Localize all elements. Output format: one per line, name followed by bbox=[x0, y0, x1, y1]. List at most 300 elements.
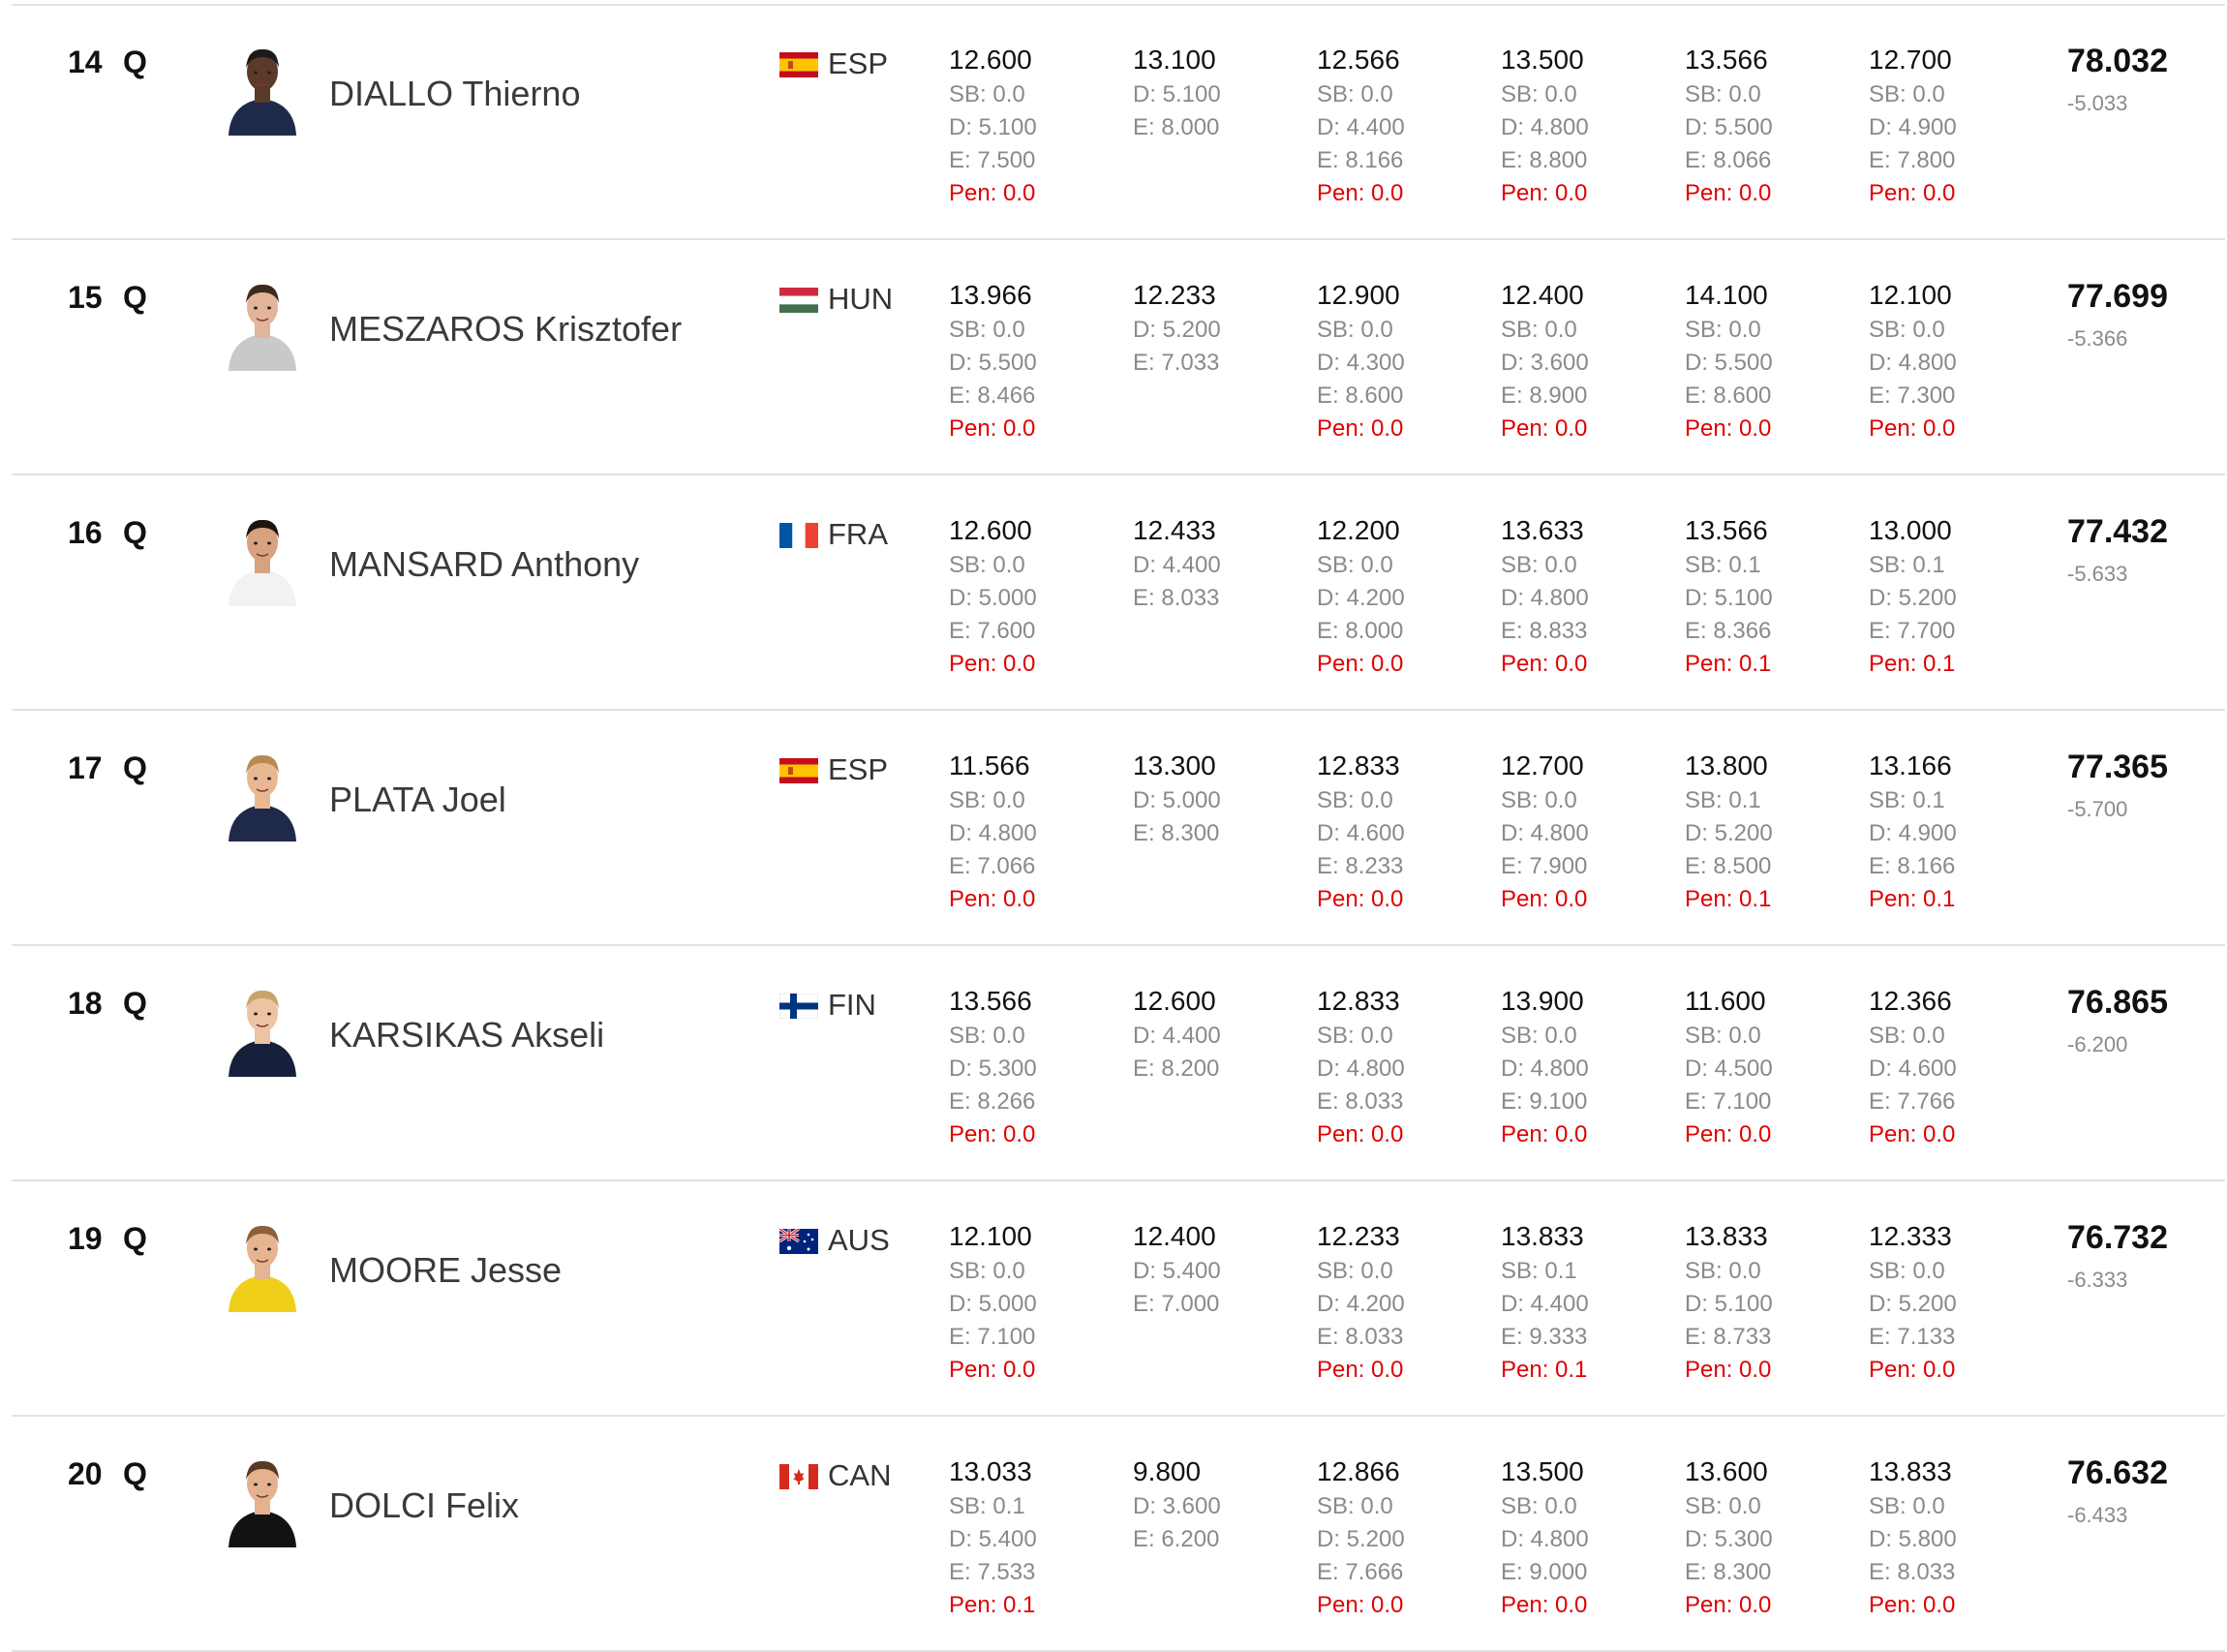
score-gap: -6.433 bbox=[2067, 1503, 2128, 1527]
apparatus-score-cell bbox=[1317, 1221, 1481, 1387]
penalty-value: Pen: 0.0 bbox=[949, 1121, 1036, 1147]
penalty-value: Pen: 0.1 bbox=[1501, 1357, 1588, 1383]
penalty-value: Pen: 0.1 bbox=[1685, 886, 1772, 912]
athlete-row[interactable] bbox=[12, 1182, 2225, 1417]
score-detail: E: 8.000 bbox=[1317, 618, 1404, 644]
penalty-value: Pen: 0.0 bbox=[949, 886, 1036, 912]
score-detail: E: 8.300 bbox=[1133, 820, 1220, 846]
penalty-value: Pen: 0.0 bbox=[1869, 1357, 1956, 1383]
country-code: ESP bbox=[828, 752, 889, 786]
apparatus-score: 13.600 bbox=[1685, 1456, 1768, 1486]
score-detail: SB: 0.0 bbox=[1685, 81, 1761, 107]
score-gap: -5.700 bbox=[2067, 797, 2128, 821]
score-detail: D: 5.200 bbox=[1317, 1526, 1405, 1552]
apparatus-score-cell bbox=[1685, 280, 1849, 445]
athlete-name[interactable]: MANSARD Anthony bbox=[329, 544, 640, 584]
score-detail: SB: 0.0 bbox=[1317, 317, 1393, 343]
score-detail: E: 7.066 bbox=[949, 853, 1036, 879]
penalty-value: Pen: 0.0 bbox=[1501, 180, 1588, 206]
score-detail: D: 4.800 bbox=[1501, 114, 1589, 140]
score-detail: D: 4.800 bbox=[1501, 1526, 1589, 1552]
score-detail: D: 4.400 bbox=[1501, 1291, 1589, 1317]
score-detail: E: 9.000 bbox=[1501, 1559, 1588, 1585]
score-detail: D: 3.600 bbox=[1133, 1493, 1221, 1519]
qualification-badge: Q bbox=[123, 1456, 147, 1491]
apparatus-score: 14.100 bbox=[1685, 280, 1768, 310]
total-score: 77.365 bbox=[2067, 749, 2168, 785]
penalty-value: Pen: 0.0 bbox=[1317, 415, 1404, 442]
score-detail: SB: 0.0 bbox=[1685, 1023, 1761, 1049]
score-gap: -5.633 bbox=[2067, 562, 2128, 586]
penalty-value: Pen: 0.0 bbox=[1869, 180, 1956, 206]
apparatus-score-cell bbox=[1133, 45, 1297, 144]
score-detail: SB: 0.0 bbox=[949, 787, 1025, 813]
score-detail: SB: 0.0 bbox=[1317, 1258, 1393, 1284]
score-detail: D: 5.000 bbox=[949, 585, 1037, 611]
penalty-value: Pen: 0.0 bbox=[1685, 415, 1772, 442]
score-detail: SB: 0.0 bbox=[1685, 1258, 1761, 1284]
apparatus-score: 13.966 bbox=[949, 280, 1032, 310]
score-detail: D: 5.500 bbox=[949, 350, 1037, 376]
country-flag-icon bbox=[779, 52, 818, 77]
total-score: 76.732 bbox=[2067, 1219, 2168, 1256]
athlete-row[interactable] bbox=[12, 6, 2225, 240]
score-gap: -6.200 bbox=[2067, 1032, 2128, 1056]
athlete-row[interactable] bbox=[12, 712, 2225, 946]
rank-number: 20 bbox=[68, 1456, 103, 1491]
score-detail: E: 7.100 bbox=[1685, 1088, 1772, 1115]
apparatus-score: 12.833 bbox=[1317, 750, 1400, 780]
apparatus-score-cell bbox=[1317, 750, 1481, 916]
apparatus-score-cell bbox=[1501, 1221, 1665, 1387]
athlete-avatar[interactable] bbox=[225, 984, 300, 1077]
rank-number: 19 bbox=[68, 1221, 103, 1256]
country-flag-icon bbox=[779, 1464, 818, 1489]
score-detail: SB: 0.0 bbox=[1317, 1493, 1393, 1519]
penalty-value: Pen: 0.0 bbox=[1501, 651, 1588, 677]
score-detail: E: 9.100 bbox=[1501, 1088, 1588, 1115]
athlete-avatar[interactable] bbox=[225, 1219, 300, 1312]
apparatus-score: 13.566 bbox=[949, 986, 1032, 1016]
apparatus-score: 13.833 bbox=[1501, 1221, 1584, 1251]
score-detail: E: 7.700 bbox=[1869, 618, 1956, 644]
rank-number: 18 bbox=[68, 986, 103, 1021]
score-detail: D: 4.600 bbox=[1317, 820, 1405, 846]
score-detail: SB: 0.0 bbox=[1501, 1493, 1577, 1519]
apparatus-score: 12.233 bbox=[1317, 1221, 1400, 1251]
score-detail: D: 5.500 bbox=[1685, 350, 1773, 376]
penalty-value: Pen: 0.0 bbox=[1685, 1592, 1772, 1618]
rank-number: 17 bbox=[68, 750, 103, 785]
penalty-value: Pen: 0.0 bbox=[1317, 651, 1404, 677]
apparatus-score: 12.700 bbox=[1501, 750, 1584, 780]
athlete-avatar[interactable] bbox=[225, 513, 300, 606]
score-detail: SB: 0.1 bbox=[1685, 552, 1761, 578]
penalty-value: Pen: 0.0 bbox=[1869, 1592, 1956, 1618]
score-detail: E: 7.766 bbox=[1869, 1088, 1956, 1115]
score-detail: D: 4.300 bbox=[1317, 350, 1405, 376]
score-detail: SB: 0.1 bbox=[949, 1493, 1025, 1519]
penalty-value: Pen: 0.0 bbox=[1685, 1357, 1772, 1383]
score-detail: SB: 0.0 bbox=[1685, 317, 1761, 343]
score-detail: D: 4.800 bbox=[1501, 585, 1589, 611]
score-detail: D: 5.100 bbox=[1685, 1291, 1773, 1317]
score-detail: E: 8.266 bbox=[949, 1088, 1036, 1115]
apparatus-score-cell bbox=[1133, 1456, 1297, 1556]
country-code: ESP bbox=[828, 46, 889, 80]
apparatus-score: 12.433 bbox=[1133, 515, 1216, 545]
apparatus-score: 13.833 bbox=[1685, 1221, 1768, 1251]
score-detail: D: 4.600 bbox=[1869, 1055, 1957, 1082]
athlete-name[interactable]: MOORE Jesse bbox=[329, 1250, 563, 1290]
apparatus-score: 12.600 bbox=[949, 45, 1032, 75]
apparatus-score-cell bbox=[1685, 986, 1849, 1151]
score-detail: SB: 0.0 bbox=[1317, 1023, 1393, 1049]
score-detail: E: 7.033 bbox=[1133, 350, 1220, 376]
apparatus-score-cell bbox=[949, 1456, 1114, 1622]
score-detail: E: 8.733 bbox=[1685, 1324, 1772, 1350]
apparatus-score: 12.400 bbox=[1133, 1221, 1216, 1251]
score-detail: SB: 0.0 bbox=[1685, 1493, 1761, 1519]
athlete-row[interactable] bbox=[12, 476, 2225, 711]
score-detail: SB: 0.0 bbox=[1869, 317, 1945, 343]
score-detail: E: 7.533 bbox=[949, 1559, 1036, 1585]
score-detail: E: 7.500 bbox=[949, 147, 1036, 173]
score-detail: E: 8.833 bbox=[1501, 618, 1588, 644]
apparatus-score: 13.900 bbox=[1501, 986, 1584, 1016]
rank-number: 14 bbox=[68, 45, 103, 79]
athlete-name[interactable]: DIALLO Thierno bbox=[329, 74, 581, 113]
score-detail: D: 4.400 bbox=[1133, 552, 1221, 578]
apparatus-score: 13.300 bbox=[1133, 750, 1216, 780]
score-detail: SB: 0.0 bbox=[1869, 1023, 1945, 1049]
score-detail: D: 4.200 bbox=[1317, 1291, 1405, 1317]
country-code: FRA bbox=[828, 517, 888, 551]
apparatus-score-cell bbox=[1501, 1456, 1665, 1622]
apparatus-score: 13.633 bbox=[1501, 515, 1584, 545]
score-detail: D: 5.000 bbox=[1133, 787, 1221, 813]
apparatus-score-cell bbox=[949, 750, 1114, 916]
total-score: 77.699 bbox=[2067, 278, 2168, 315]
score-detail: D: 5.200 bbox=[1869, 1291, 1957, 1317]
apparatus-score-cell bbox=[1133, 986, 1297, 1086]
score-detail: SB: 0.0 bbox=[949, 81, 1025, 107]
score-detail: SB: 0.0 bbox=[1317, 552, 1393, 578]
apparatus-score: 13.100 bbox=[1133, 45, 1216, 75]
apparatus-score: 13.000 bbox=[1869, 515, 1952, 545]
apparatus-score: 12.400 bbox=[1501, 280, 1584, 310]
score-detail: SB: 0.0 bbox=[1869, 81, 1945, 107]
apparatus-score-cell bbox=[1869, 280, 2033, 445]
apparatus-score: 11.600 bbox=[1685, 986, 1766, 1016]
apparatus-score-cell bbox=[1869, 986, 2033, 1151]
score-detail: D: 4.400 bbox=[1317, 114, 1405, 140]
score-detail: D: 4.500 bbox=[1685, 1055, 1773, 1082]
apparatus-score-cell bbox=[1133, 515, 1297, 615]
country-flag-icon bbox=[779, 523, 818, 548]
score-gap: -6.333 bbox=[2067, 1268, 2128, 1292]
apparatus-score: 13.500 bbox=[1501, 45, 1584, 75]
score-detail: D: 5.100 bbox=[1133, 81, 1221, 107]
penalty-value: Pen: 0.0 bbox=[1501, 415, 1588, 442]
country-flag-icon bbox=[779, 288, 818, 313]
qualification-badge: Q bbox=[123, 280, 147, 315]
penalty-value: Pen: 0.1 bbox=[1685, 651, 1772, 677]
rank-number: 15 bbox=[68, 280, 103, 315]
country-code: HUN bbox=[828, 282, 894, 316]
apparatus-score-cell bbox=[1317, 1456, 1481, 1622]
score-detail: E: 8.600 bbox=[1685, 382, 1772, 409]
score-detail: D: 5.200 bbox=[1869, 585, 1957, 611]
penalty-value: Pen: 0.0 bbox=[1501, 1592, 1588, 1618]
penalty-value: Pen: 0.0 bbox=[1317, 1592, 1404, 1618]
qualification-badge: Q bbox=[123, 515, 147, 550]
apparatus-score-cell bbox=[1501, 45, 1665, 210]
apparatus-score-cell bbox=[1685, 1456, 1849, 1622]
apparatus-score-cell bbox=[1869, 750, 2033, 916]
score-detail: E: 8.000 bbox=[1133, 114, 1220, 140]
apparatus-score-cell bbox=[1317, 515, 1481, 681]
score-detail: E: 8.466 bbox=[949, 382, 1036, 409]
score-detail: E: 8.033 bbox=[1869, 1559, 1956, 1585]
apparatus-score-cell bbox=[949, 1221, 1114, 1387]
score-detail: SB: 0.1 bbox=[1501, 1258, 1577, 1284]
apparatus-score: 12.100 bbox=[949, 1221, 1032, 1251]
apparatus-score-cell bbox=[1133, 750, 1297, 850]
apparatus-score: 12.233 bbox=[1133, 280, 1216, 310]
country-code: FIN bbox=[828, 988, 876, 1022]
apparatus-score: 12.366 bbox=[1869, 986, 1952, 1016]
score-detail: SB: 0.0 bbox=[1869, 1258, 1945, 1284]
score-detail: D: 5.000 bbox=[949, 1291, 1037, 1317]
apparatus-score-cell bbox=[1685, 750, 1849, 916]
apparatus-score-cell bbox=[949, 45, 1114, 210]
score-detail: D: 5.100 bbox=[949, 114, 1037, 140]
score-detail: D: 5.300 bbox=[1685, 1526, 1773, 1552]
apparatus-score-cell bbox=[1317, 280, 1481, 445]
score-detail: D: 5.400 bbox=[1133, 1258, 1221, 1284]
qualification-badge: Q bbox=[123, 1221, 147, 1256]
apparatus-score: 13.166 bbox=[1869, 750, 1952, 780]
apparatus-score: 12.700 bbox=[1869, 45, 1952, 75]
penalty-value: Pen: 0.1 bbox=[1869, 886, 1956, 912]
score-detail: E: 9.333 bbox=[1501, 1324, 1588, 1350]
score-detail: SB: 0.0 bbox=[949, 1023, 1025, 1049]
apparatus-score-cell bbox=[1685, 515, 1849, 681]
apparatus-score: 12.333 bbox=[1869, 1221, 1952, 1251]
penalty-value: Pen: 0.0 bbox=[1685, 180, 1772, 206]
score-detail: E: 8.166 bbox=[1317, 147, 1404, 173]
penalty-value: Pen: 0.1 bbox=[1869, 651, 1956, 677]
score-detail: D: 4.800 bbox=[1501, 820, 1589, 846]
penalty-value: Pen: 0.0 bbox=[1317, 180, 1404, 206]
apparatus-score: 12.566 bbox=[1317, 45, 1400, 75]
score-detail: E: 7.000 bbox=[1133, 1291, 1220, 1317]
athlete-name[interactable]: MESZAROS Krisztofer bbox=[329, 309, 683, 349]
rank-number: 16 bbox=[68, 515, 103, 550]
score-detail: D: 4.800 bbox=[1317, 1055, 1405, 1082]
score-detail: SB: 0.0 bbox=[1317, 787, 1393, 813]
score-detail: E: 8.900 bbox=[1501, 382, 1588, 409]
apparatus-score-cell bbox=[1685, 45, 1849, 210]
apparatus-score: 13.800 bbox=[1685, 750, 1768, 780]
score-detail: D: 3.600 bbox=[1501, 350, 1589, 376]
score-detail: E: 8.200 bbox=[1133, 1055, 1220, 1082]
apparatus-score-cell bbox=[1685, 1221, 1849, 1387]
apparatus-score-cell bbox=[949, 515, 1114, 681]
score-detail: E: 7.800 bbox=[1869, 147, 1956, 173]
score-detail: D: 5.500 bbox=[1685, 114, 1773, 140]
apparatus-score: 13.566 bbox=[1685, 45, 1768, 75]
score-gap: -5.366 bbox=[2067, 326, 2128, 351]
score-detail: D: 4.400 bbox=[1133, 1023, 1221, 1049]
penalty-value: Pen: 0.1 bbox=[949, 1592, 1036, 1618]
score-detail: SB: 0.0 bbox=[1317, 81, 1393, 107]
apparatus-score-cell bbox=[1869, 45, 2033, 210]
score-detail: E: 7.900 bbox=[1501, 853, 1588, 879]
penalty-value: Pen: 0.0 bbox=[1685, 1121, 1772, 1147]
apparatus-score: 12.600 bbox=[1133, 986, 1216, 1016]
score-detail: D: 5.800 bbox=[1869, 1526, 1957, 1552]
apparatus-score-cell bbox=[1501, 515, 1665, 681]
score-detail: E: 8.033 bbox=[1317, 1088, 1404, 1115]
score-detail: D: 4.800 bbox=[1869, 350, 1957, 376]
penalty-value: Pen: 0.0 bbox=[1317, 1357, 1404, 1383]
apparatus-score: 12.600 bbox=[949, 515, 1032, 545]
penalty-value: Pen: 0.0 bbox=[949, 180, 1036, 206]
penalty-value: Pen: 0.0 bbox=[949, 651, 1036, 677]
apparatus-score-cell bbox=[1501, 986, 1665, 1151]
qualification-badge: Q bbox=[123, 45, 147, 79]
apparatus-score: 13.566 bbox=[1685, 515, 1768, 545]
score-detail: D: 5.200 bbox=[1133, 317, 1221, 343]
apparatus-score-cell bbox=[1501, 280, 1665, 445]
score-detail: E: 8.600 bbox=[1317, 382, 1404, 409]
athlete-name[interactable]: KARSIKAS Akseli bbox=[329, 1015, 605, 1055]
apparatus-score-cell bbox=[1133, 1221, 1297, 1321]
score-detail: D: 4.800 bbox=[1501, 1055, 1589, 1082]
athlete-avatar[interactable] bbox=[225, 278, 300, 371]
score-detail: E: 8.500 bbox=[1685, 853, 1772, 879]
total-score: 76.865 bbox=[2067, 984, 2168, 1021]
apparatus-score-cell bbox=[1133, 280, 1297, 380]
apparatus-score-cell bbox=[1869, 1221, 2033, 1387]
score-detail: SB: 0.0 bbox=[1501, 81, 1577, 107]
athlete-avatar[interactable] bbox=[225, 43, 300, 136]
score-detail: E: 8.366 bbox=[1685, 618, 1772, 644]
score-gap: -5.033 bbox=[2067, 91, 2128, 115]
score-detail: SB: 0.1 bbox=[1869, 787, 1945, 813]
score-detail: SB: 0.0 bbox=[1869, 1493, 1945, 1519]
apparatus-score: 13.833 bbox=[1869, 1456, 1952, 1486]
score-detail: E: 6.200 bbox=[1133, 1526, 1220, 1552]
score-detail: D: 5.300 bbox=[949, 1055, 1037, 1082]
penalty-value: Pen: 0.0 bbox=[1869, 415, 1956, 442]
score-detail: E: 7.600 bbox=[949, 618, 1036, 644]
apparatus-score-cell bbox=[1869, 515, 2033, 681]
apparatus-score: 12.900 bbox=[1317, 280, 1400, 310]
penalty-value: Pen: 0.0 bbox=[1501, 1121, 1588, 1147]
apparatus-score-cell bbox=[1869, 1456, 2033, 1622]
score-detail: D: 4.900 bbox=[1869, 820, 1957, 846]
country-code: CAN bbox=[828, 1458, 892, 1492]
apparatus-score: 12.200 bbox=[1317, 515, 1400, 545]
penalty-value: Pen: 0.0 bbox=[949, 415, 1036, 442]
apparatus-score-cell bbox=[949, 986, 1114, 1151]
penalty-value: Pen: 0.0 bbox=[1869, 1121, 1956, 1147]
qualification-badge: Q bbox=[123, 750, 147, 785]
score-detail: SB: 0.0 bbox=[1501, 787, 1577, 813]
country-code: AUS bbox=[828, 1223, 890, 1257]
score-detail: E: 8.233 bbox=[1317, 853, 1404, 879]
penalty-value: Pen: 0.0 bbox=[949, 1357, 1036, 1383]
apparatus-score: 12.833 bbox=[1317, 986, 1400, 1016]
apparatus-score: 13.500 bbox=[1501, 1456, 1584, 1486]
total-score: 76.632 bbox=[2067, 1454, 2168, 1491]
score-detail: SB: 0.0 bbox=[949, 552, 1025, 578]
athlete-avatar[interactable] bbox=[225, 749, 300, 841]
apparatus-score-cell bbox=[1317, 45, 1481, 210]
score-detail: SB: 0.0 bbox=[949, 317, 1025, 343]
apparatus-score: 13.033 bbox=[949, 1456, 1032, 1486]
score-detail: SB: 0.1 bbox=[1869, 552, 1945, 578]
total-score: 77.432 bbox=[2067, 513, 2168, 550]
score-detail: D: 4.800 bbox=[949, 820, 1037, 846]
score-detail: D: 4.900 bbox=[1869, 114, 1957, 140]
score-detail: SB: 0.0 bbox=[1501, 1023, 1577, 1049]
score-detail: E: 7.666 bbox=[1317, 1559, 1404, 1585]
apparatus-score: 12.866 bbox=[1317, 1456, 1400, 1486]
score-detail: SB: 0.0 bbox=[1501, 317, 1577, 343]
score-detail: SB: 0.0 bbox=[1501, 552, 1577, 578]
score-detail: E: 8.033 bbox=[1133, 585, 1220, 611]
score-detail: D: 4.200 bbox=[1317, 585, 1405, 611]
score-detail: E: 7.300 bbox=[1869, 382, 1956, 409]
score-detail: D: 5.100 bbox=[1685, 585, 1773, 611]
penalty-value: Pen: 0.0 bbox=[1317, 1121, 1404, 1147]
country-flag-icon bbox=[779, 1229, 818, 1254]
apparatus-score: 12.100 bbox=[1869, 280, 1952, 310]
score-detail: E: 8.066 bbox=[1685, 147, 1772, 173]
total-score: 78.032 bbox=[2067, 43, 2168, 79]
athlete-row[interactable] bbox=[12, 241, 2225, 475]
apparatus-score: 9.800 bbox=[1133, 1456, 1202, 1486]
country-flag-icon bbox=[779, 758, 818, 783]
penalty-value: Pen: 0.0 bbox=[1317, 886, 1404, 912]
apparatus-score-cell bbox=[949, 280, 1114, 445]
apparatus-score-cell bbox=[1317, 986, 1481, 1151]
score-detail: E: 7.100 bbox=[949, 1324, 1036, 1350]
athlete-avatar[interactable] bbox=[225, 1454, 300, 1547]
score-detail: E: 8.033 bbox=[1317, 1324, 1404, 1350]
score-detail: E: 8.166 bbox=[1869, 853, 1956, 879]
penalty-value: Pen: 0.0 bbox=[1501, 886, 1588, 912]
score-detail: D: 5.400 bbox=[949, 1526, 1037, 1552]
country-flag-icon bbox=[779, 994, 818, 1019]
score-detail: SB: 0.1 bbox=[1685, 787, 1761, 813]
apparatus-score: 11.566 bbox=[949, 750, 1030, 780]
score-detail: E: 7.133 bbox=[1869, 1324, 1956, 1350]
athlete-row[interactable] bbox=[12, 947, 2225, 1181]
athlete-name[interactable]: DOLCI Felix bbox=[329, 1485, 520, 1525]
apparatus-score-cell bbox=[1501, 750, 1665, 916]
qualification-badge: Q bbox=[123, 986, 147, 1021]
score-detail: D: 5.200 bbox=[1685, 820, 1773, 846]
score-detail: E: 8.300 bbox=[1685, 1559, 1772, 1585]
score-detail: SB: 0.0 bbox=[949, 1258, 1025, 1284]
score-detail: E: 8.800 bbox=[1501, 147, 1588, 173]
athlete-name[interactable]: PLATA Joel bbox=[329, 780, 506, 819]
